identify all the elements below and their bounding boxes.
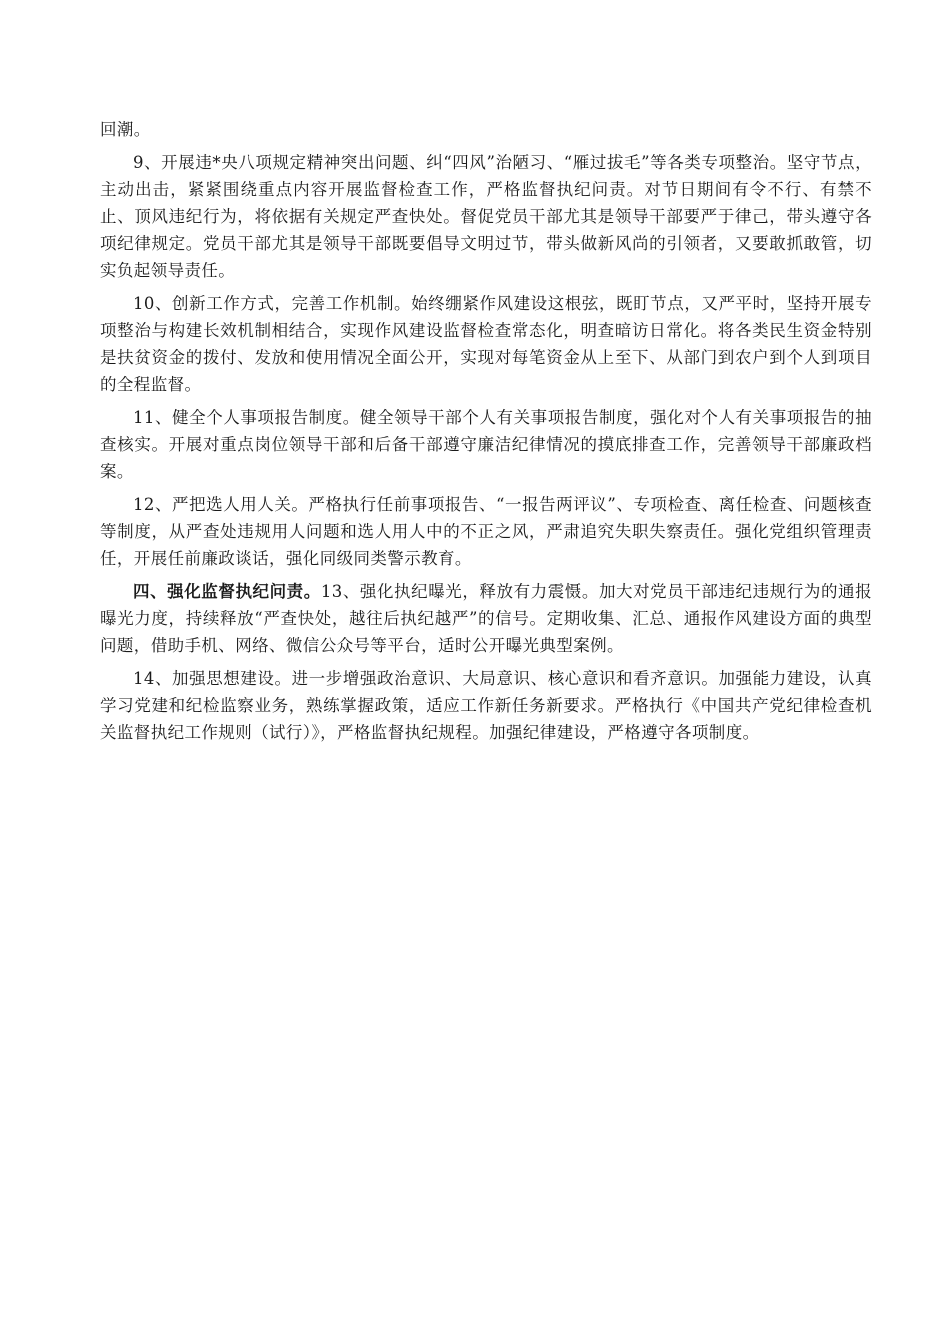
paragraph-text: 回潮。 xyxy=(100,120,151,139)
paragraph-text: 12、严把选人用人关。严格执行任前事项报告、“一报告两评议”、专项检查、离任检查、问题核查等制度，从严查处违规用人问题和选人用人中的不正之风，严肃追究失职失察责任。强化党组织管理责任，开展任前廉政谈话，强化同级同类警示教育。 xyxy=(100,495,872,568)
paragraph-item-9 xyxy=(100,149,872,284)
paragraph-item-13 xyxy=(100,578,872,659)
paragraph-text: 14、加强思想建设。进一步增强政治意识、大局意识、核心意识和看齐意识。加强能力建设，认真学习党建和纪检监察业务，熟练掌握政策，适应工作新任务新要求。严格执行《中国共产党纪律检查机关监督执纪工作规则（试行）》，严格监督执纪规程。加强纪律建设，严格遵守各项制度。 xyxy=(100,669,872,742)
paragraph-continuation xyxy=(100,116,872,143)
paragraph-item-11 xyxy=(100,404,872,485)
paragraph-item-12 xyxy=(100,491,872,572)
paragraph-text: 11、健全个人事项报告制度。健全领导干部个人有关事项报告制度，强化对个人有关事项报告的抽查核实。开展对重点岗位领导干部和后备干部遵守廉洁纪律情况的摸底排查工作，完善领导干部廉政档案。 xyxy=(100,408,872,481)
document-body xyxy=(100,116,872,752)
paragraph-text: 9、开展违*央八项规定精神突出问题、纠“四风”治陋习、“雁过拔毛”等各类专项整治。坚守节点，主动出击，紧紧围绕重点内容开展监督检查工作，严格监督执纪问责。对节日期间有令不行、有禁不止、顶风违纪行为，将依据有关规定严查快处。督促党员干部尤其是领导干部要严于律己，带头遵守各项纪律规定。党员干部尤其是领导干部既要倡导文明过节，带头做新风尚的引领者，又要敢抓敢管，切实负起领导责任。 xyxy=(100,153,872,280)
paragraph-text: 13、强化执纪曝光，释放有力震慑。加大对党员干部违纪违规行为的通报曝光力度，持续释放“严查快处，越往后执纪越严”的信号。定期收集、汇总、通报作风建设方面的典型问题，借助手机、网络、微信公众号等平台，适时公开曝光典型案例。 xyxy=(100,582,872,655)
section-heading: 四、强化监督执纪问责。 xyxy=(133,582,321,601)
paragraph-text: 10、创新工作方式，完善工作机制。始终绷紧作风建设这根弦，既盯节点，又严平时，坚持开展专项整治与构建长效机制相结合，实现作风建设监督检查常态化，明查暗访日常化。将各类民生资金特别是扶贫资金的拨付、发放和使用情况全面公开，实现对每笔资金从上至下、从部门到农户到个人到项目的全程监督。 xyxy=(100,294,872,394)
paragraph-item-10 xyxy=(100,290,872,398)
paragraph-item-14 xyxy=(100,665,872,746)
